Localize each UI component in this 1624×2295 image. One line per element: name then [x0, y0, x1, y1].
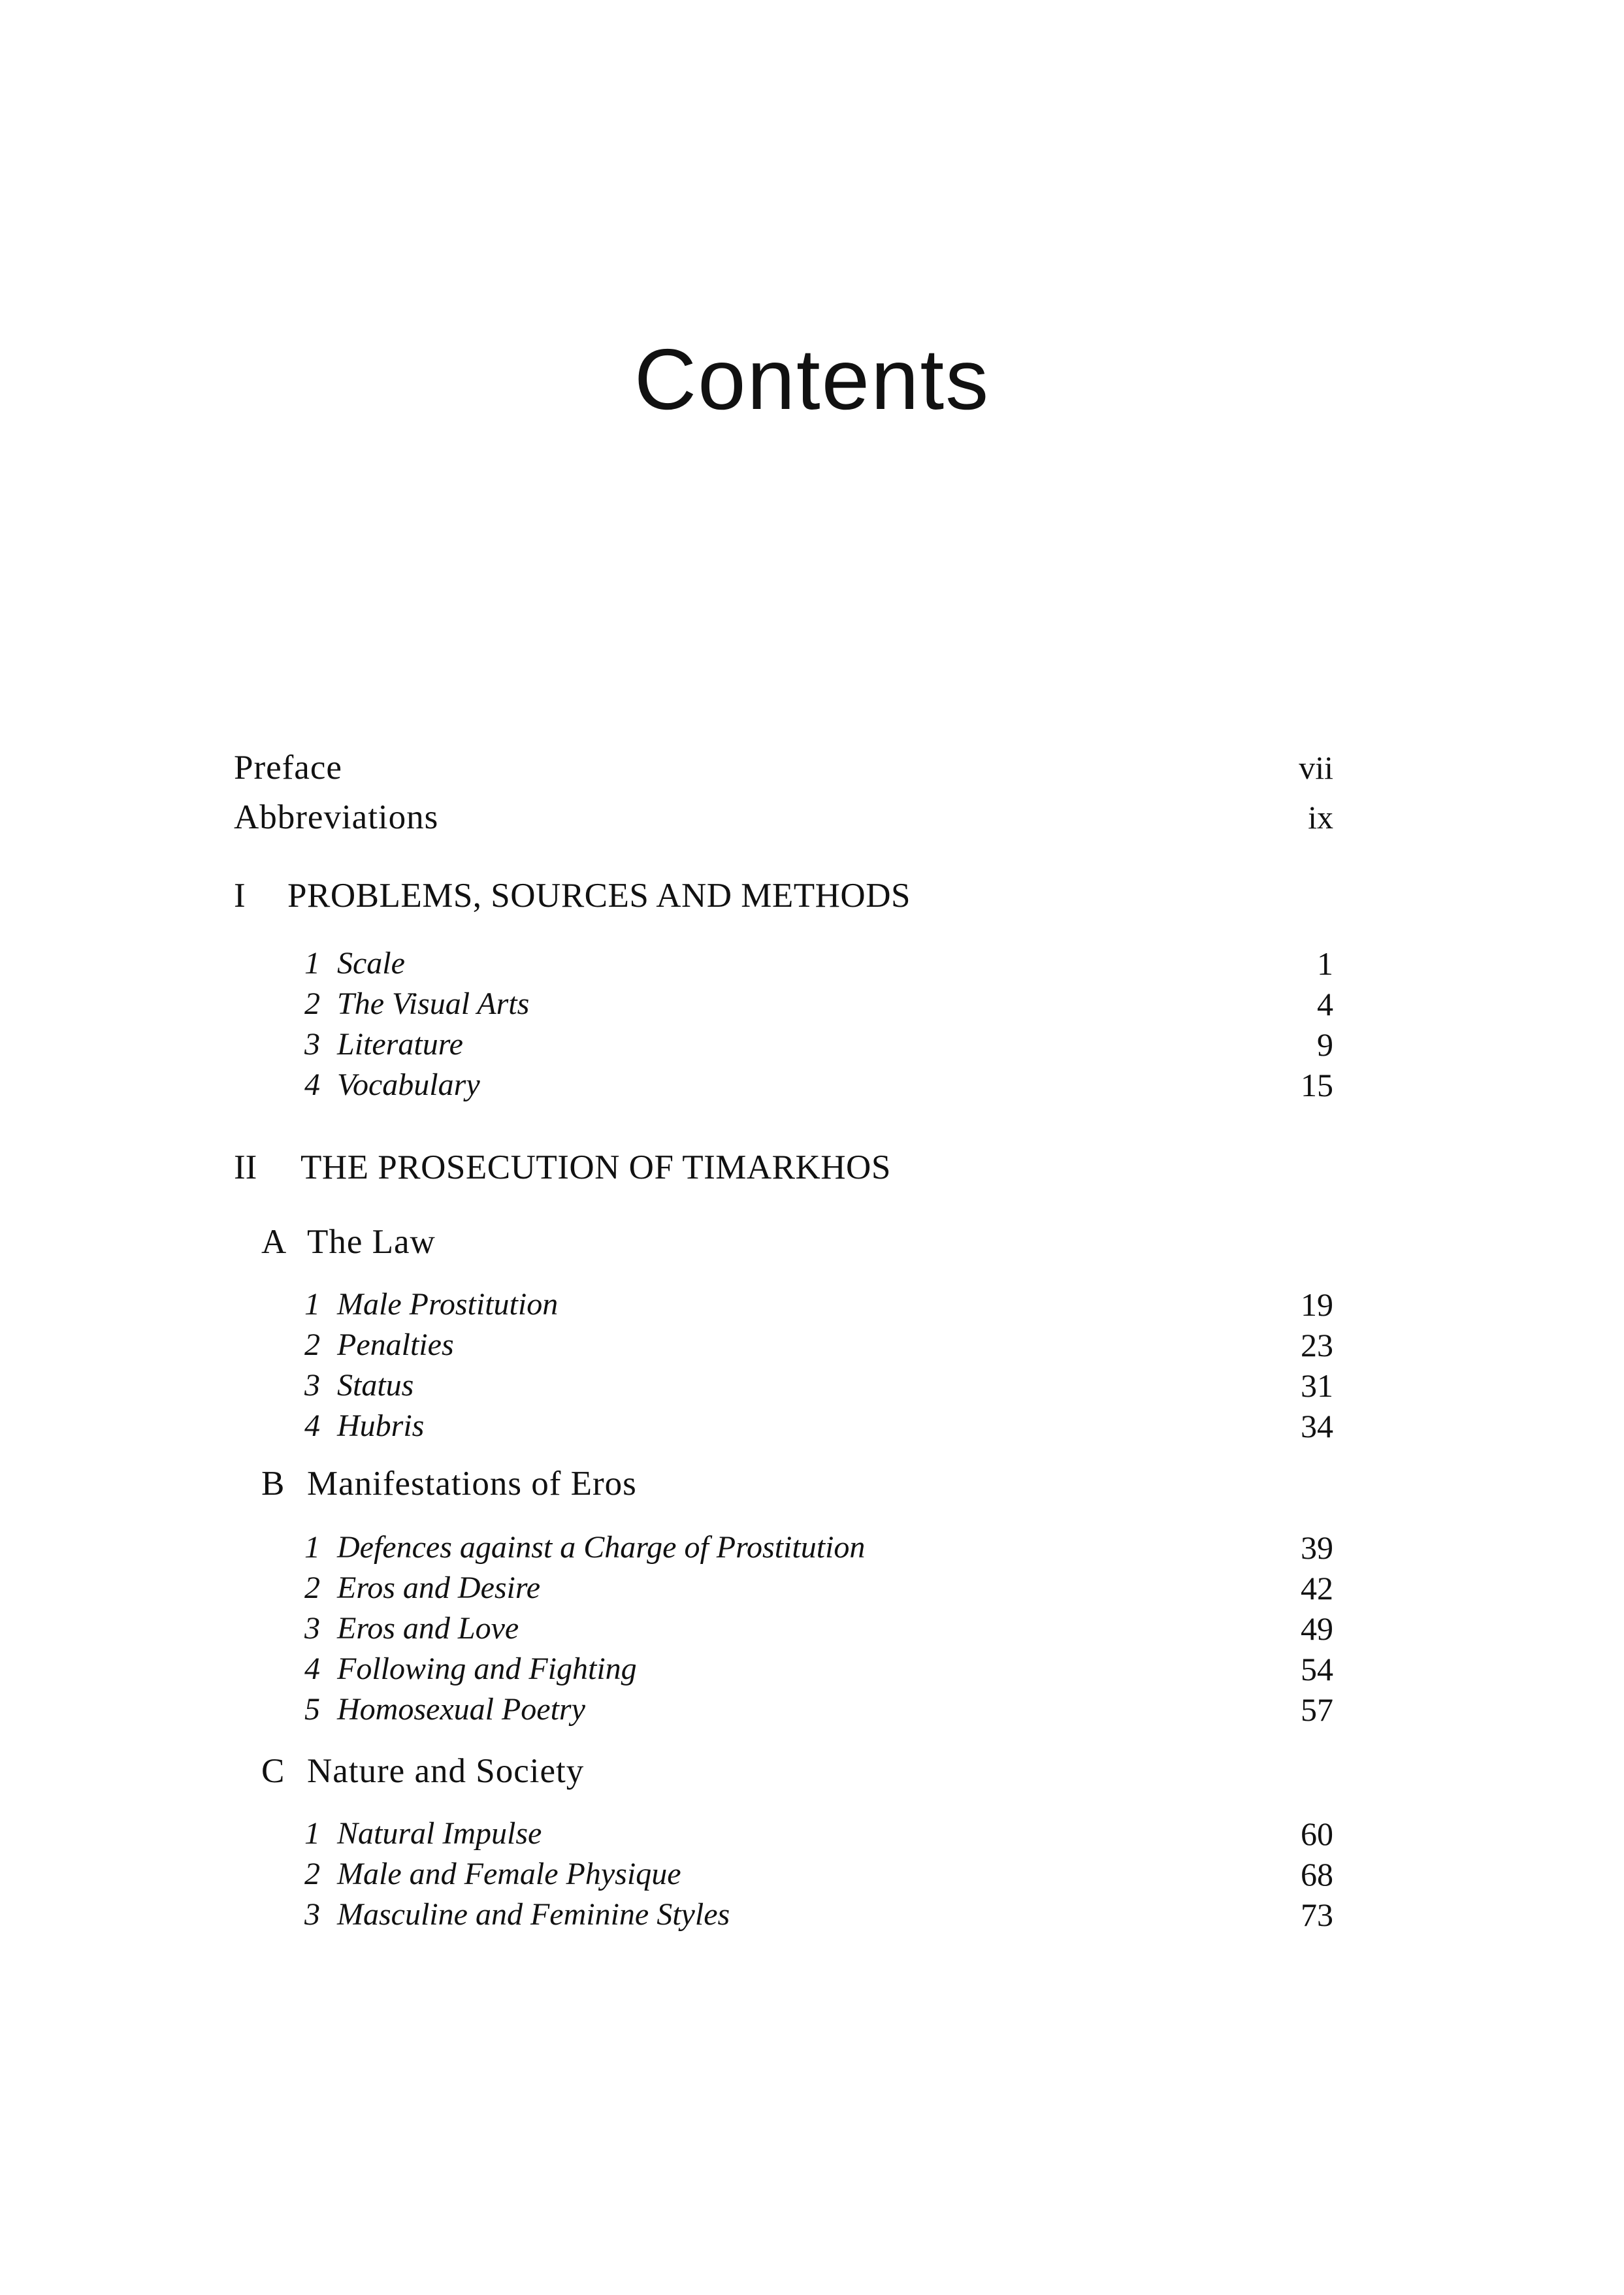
- toc-entry-label: Scale: [337, 946, 405, 981]
- toc-entry[interactable]: [0, 1363, 1624, 1408]
- section-title: Nature and Society: [307, 1752, 585, 1790]
- item-number: 3: [304, 1368, 320, 1403]
- toc-section-heading[interactable]: [0, 1219, 1624, 1265]
- toc-page-number: 60: [1301, 1815, 1333, 1852]
- toc-entry[interactable]: [0, 1403, 1624, 1449]
- toc-entry-label: Following and Fighting: [337, 1652, 637, 1686]
- toc-part-heading[interactable]: [0, 1145, 1624, 1190]
- toc-entry[interactable]: [0, 1565, 1624, 1611]
- toc-section-heading[interactable]: [0, 1748, 1624, 1794]
- item-number: 3: [304, 1897, 320, 1932]
- part-numeral: I: [234, 877, 246, 915]
- toc-entry-label: The Visual Arts: [337, 986, 530, 1021]
- toc-entry[interactable]: [0, 1062, 1624, 1108]
- toc-entry[interactable]: [0, 1022, 1624, 1067]
- toc-entry[interactable]: [0, 1646, 1624, 1692]
- toc-entry-label: Penalties: [337, 1327, 454, 1362]
- toc-page-number: 19: [1301, 1286, 1333, 1323]
- section-title: Manifestations of Eros: [307, 1465, 637, 1503]
- toc-page-number: 15: [1301, 1067, 1333, 1103]
- item-number: 5: [304, 1692, 320, 1727]
- toc-section-heading[interactable]: [0, 1461, 1624, 1506]
- section-letter: A: [261, 1223, 287, 1261]
- toc-page-number: 4: [1317, 986, 1333, 1022]
- item-number: 4: [304, 1652, 320, 1686]
- item-number: 2: [304, 1857, 320, 1891]
- item-number: 1: [304, 1530, 320, 1565]
- toc-page-number: 54: [1301, 1651, 1333, 1687]
- toc-entry[interactable]: [0, 1282, 1624, 1327]
- item-number: 2: [304, 986, 320, 1021]
- toc-entry[interactable]: [0, 1606, 1624, 1652]
- item-number: 4: [304, 1067, 320, 1102]
- toc-entry-label: Natural Impulse: [337, 1816, 542, 1851]
- section-letter: C: [261, 1752, 285, 1790]
- toc-part-heading[interactable]: [0, 873, 1624, 919]
- part-title: THE PROSECUTION OF TIMARKHOS: [300, 1148, 891, 1186]
- item-number: 3: [304, 1027, 320, 1062]
- toc-entry-label: Literature: [337, 1027, 463, 1062]
- toc-page-number: 57: [1301, 1691, 1333, 1728]
- toc-entry[interactable]: [0, 1322, 1624, 1368]
- toc-entry[interactable]: [0, 1851, 1624, 1897]
- toc-entry-label: Preface: [234, 749, 342, 787]
- toc-page-number: ix: [1308, 799, 1333, 836]
- toc-page-number: 49: [1301, 1610, 1333, 1647]
- toc-entry-label: Masculine and Feminine Styles: [337, 1897, 730, 1932]
- toc-entry-label: Status: [337, 1368, 414, 1403]
- toc-entry-label: Hubris: [337, 1408, 425, 1443]
- toc-entry[interactable]: [0, 941, 1624, 986]
- toc-page-number: 73: [1301, 1896, 1333, 1933]
- toc-page-number: 34: [1301, 1408, 1333, 1444]
- part-numeral: II: [234, 1148, 257, 1186]
- toc-page-number: 68: [1301, 1856, 1333, 1893]
- toc-entry-label: Homosexual Poetry: [337, 1692, 585, 1727]
- toc-entry-label: Vocabulary: [337, 1067, 480, 1102]
- part-title: PROBLEMS, SOURCES AND METHODS: [287, 877, 911, 915]
- toc-page-number: 39: [1301, 1529, 1333, 1566]
- section-title: The Law: [307, 1223, 436, 1261]
- toc-page-number: 1: [1317, 945, 1333, 982]
- toc-page-number: 42: [1301, 1570, 1333, 1606]
- toc-page-number: vii: [1299, 749, 1333, 786]
- section-letter: B: [261, 1465, 285, 1503]
- toc-entry-label: Eros and Desire: [337, 1571, 541, 1605]
- item-number: 2: [304, 1571, 320, 1605]
- toc-entry-preface[interactable]: [0, 745, 1624, 790]
- item-number: 4: [304, 1408, 320, 1443]
- toc-page-number: 9: [1317, 1026, 1333, 1063]
- item-number: 1: [304, 1287, 320, 1322]
- toc-entry[interactable]: [0, 1687, 1624, 1733]
- toc-entry-label: Eros and Love: [337, 1611, 519, 1646]
- toc-page-number: 23: [1301, 1327, 1333, 1363]
- page-title: Contents: [634, 331, 990, 427]
- toc-entry-label: Male Prostitution: [337, 1287, 559, 1322]
- toc-entry-abbreviations[interactable]: [0, 794, 1624, 840]
- toc-page-number: 31: [1301, 1367, 1333, 1404]
- item-number: 3: [304, 1611, 320, 1646]
- item-number: 1: [304, 946, 320, 981]
- toc-entry-label: Male and Female Physique: [337, 1857, 681, 1891]
- toc-entry-label: Abbreviations: [234, 798, 439, 836]
- toc-entry[interactable]: [0, 1892, 1624, 1938]
- item-number: 2: [304, 1327, 320, 1362]
- item-number: 1: [304, 1816, 320, 1851]
- toc-entry[interactable]: [0, 1811, 1624, 1857]
- toc-entry[interactable]: [0, 981, 1624, 1027]
- toc-entry-label: Defences against a Charge of Prostitution: [337, 1530, 866, 1565]
- toc-entry[interactable]: [0, 1525, 1624, 1571]
